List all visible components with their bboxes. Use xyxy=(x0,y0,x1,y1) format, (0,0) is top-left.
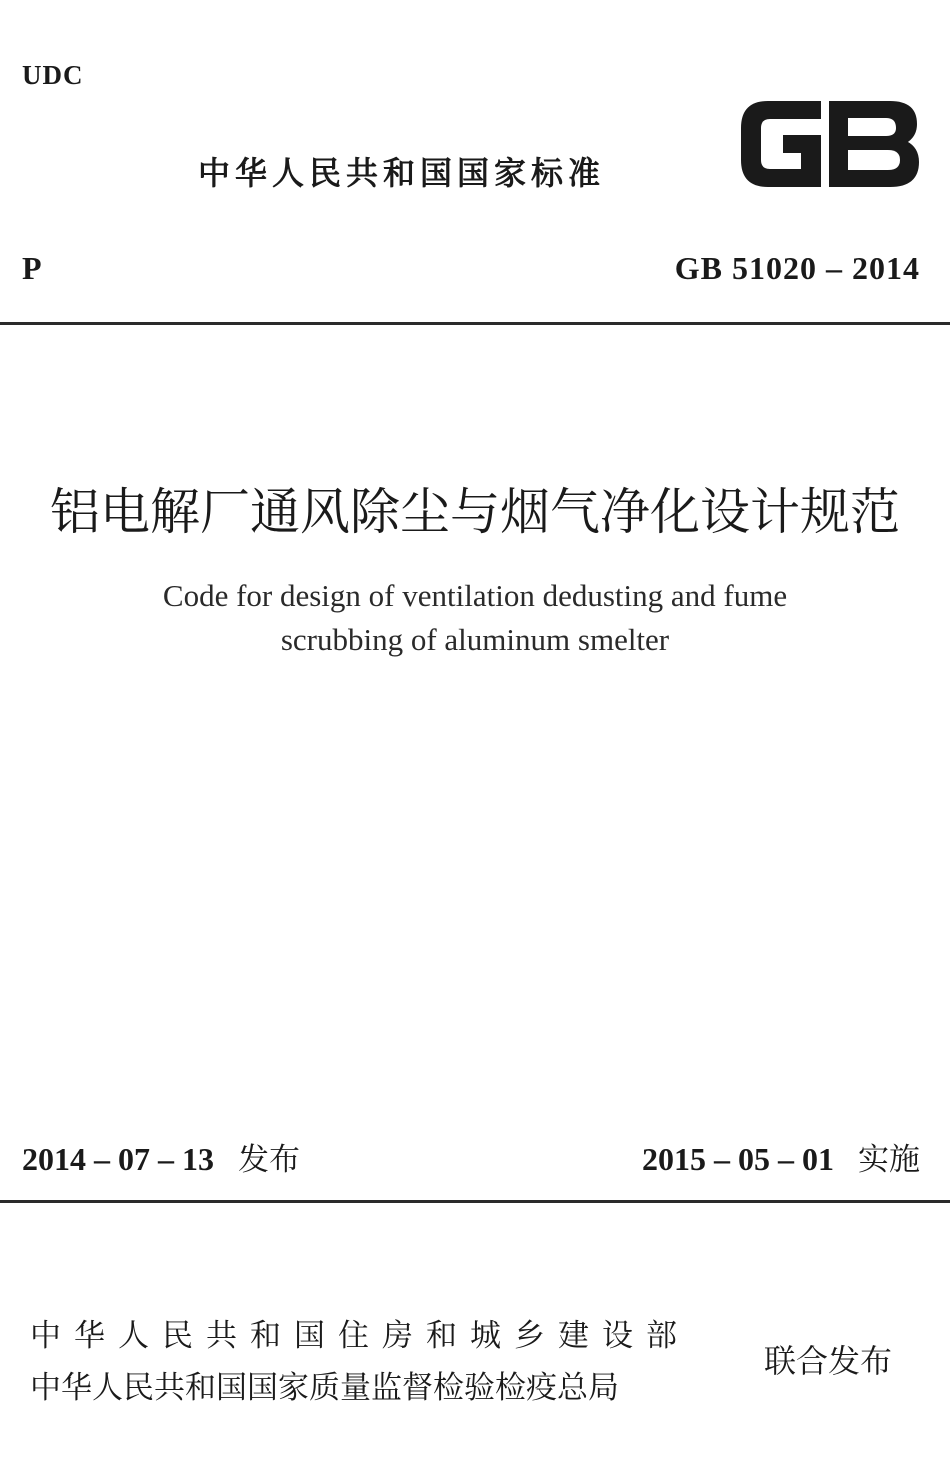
classification-code: P xyxy=(22,250,42,286)
issuer-ministry-housing: 中华人民共和国住房和城乡建设部 xyxy=(30,1318,690,1354)
standard-number: GB 51020 – 2014 xyxy=(674,250,920,286)
issue-label: 发布 xyxy=(238,1142,300,1178)
udc-label: UDC xyxy=(22,60,84,90)
document-title-cn: 铝电解厂通风除尘与烟气净化设计规范 xyxy=(50,484,900,540)
gb-logo-icon xyxy=(738,96,922,192)
implement-label: 实施 xyxy=(858,1142,920,1178)
bottom-divider xyxy=(0,1200,950,1203)
joint-release-label: 联合发布 xyxy=(764,1342,893,1380)
title-en-line-2: scrubbing of aluminum smelter xyxy=(280,622,670,657)
title-en-line-1: Code for design of ventilation dedusting and fume xyxy=(162,578,788,613)
document-title-en xyxy=(0,574,950,662)
implement-date: 2015 – 05 – 01 xyxy=(642,1141,834,1177)
issuer-quality-administration: 中华人民共和国国家质量监督检验检疫总局 xyxy=(30,1370,619,1406)
standard-category-title: 中华人民共和国国家标准 xyxy=(198,154,606,192)
issue-date-block xyxy=(22,1134,300,1179)
issue-date: 2014 – 07 – 13 xyxy=(22,1141,214,1177)
top-divider xyxy=(0,322,950,325)
implement-date-block xyxy=(642,1134,920,1179)
